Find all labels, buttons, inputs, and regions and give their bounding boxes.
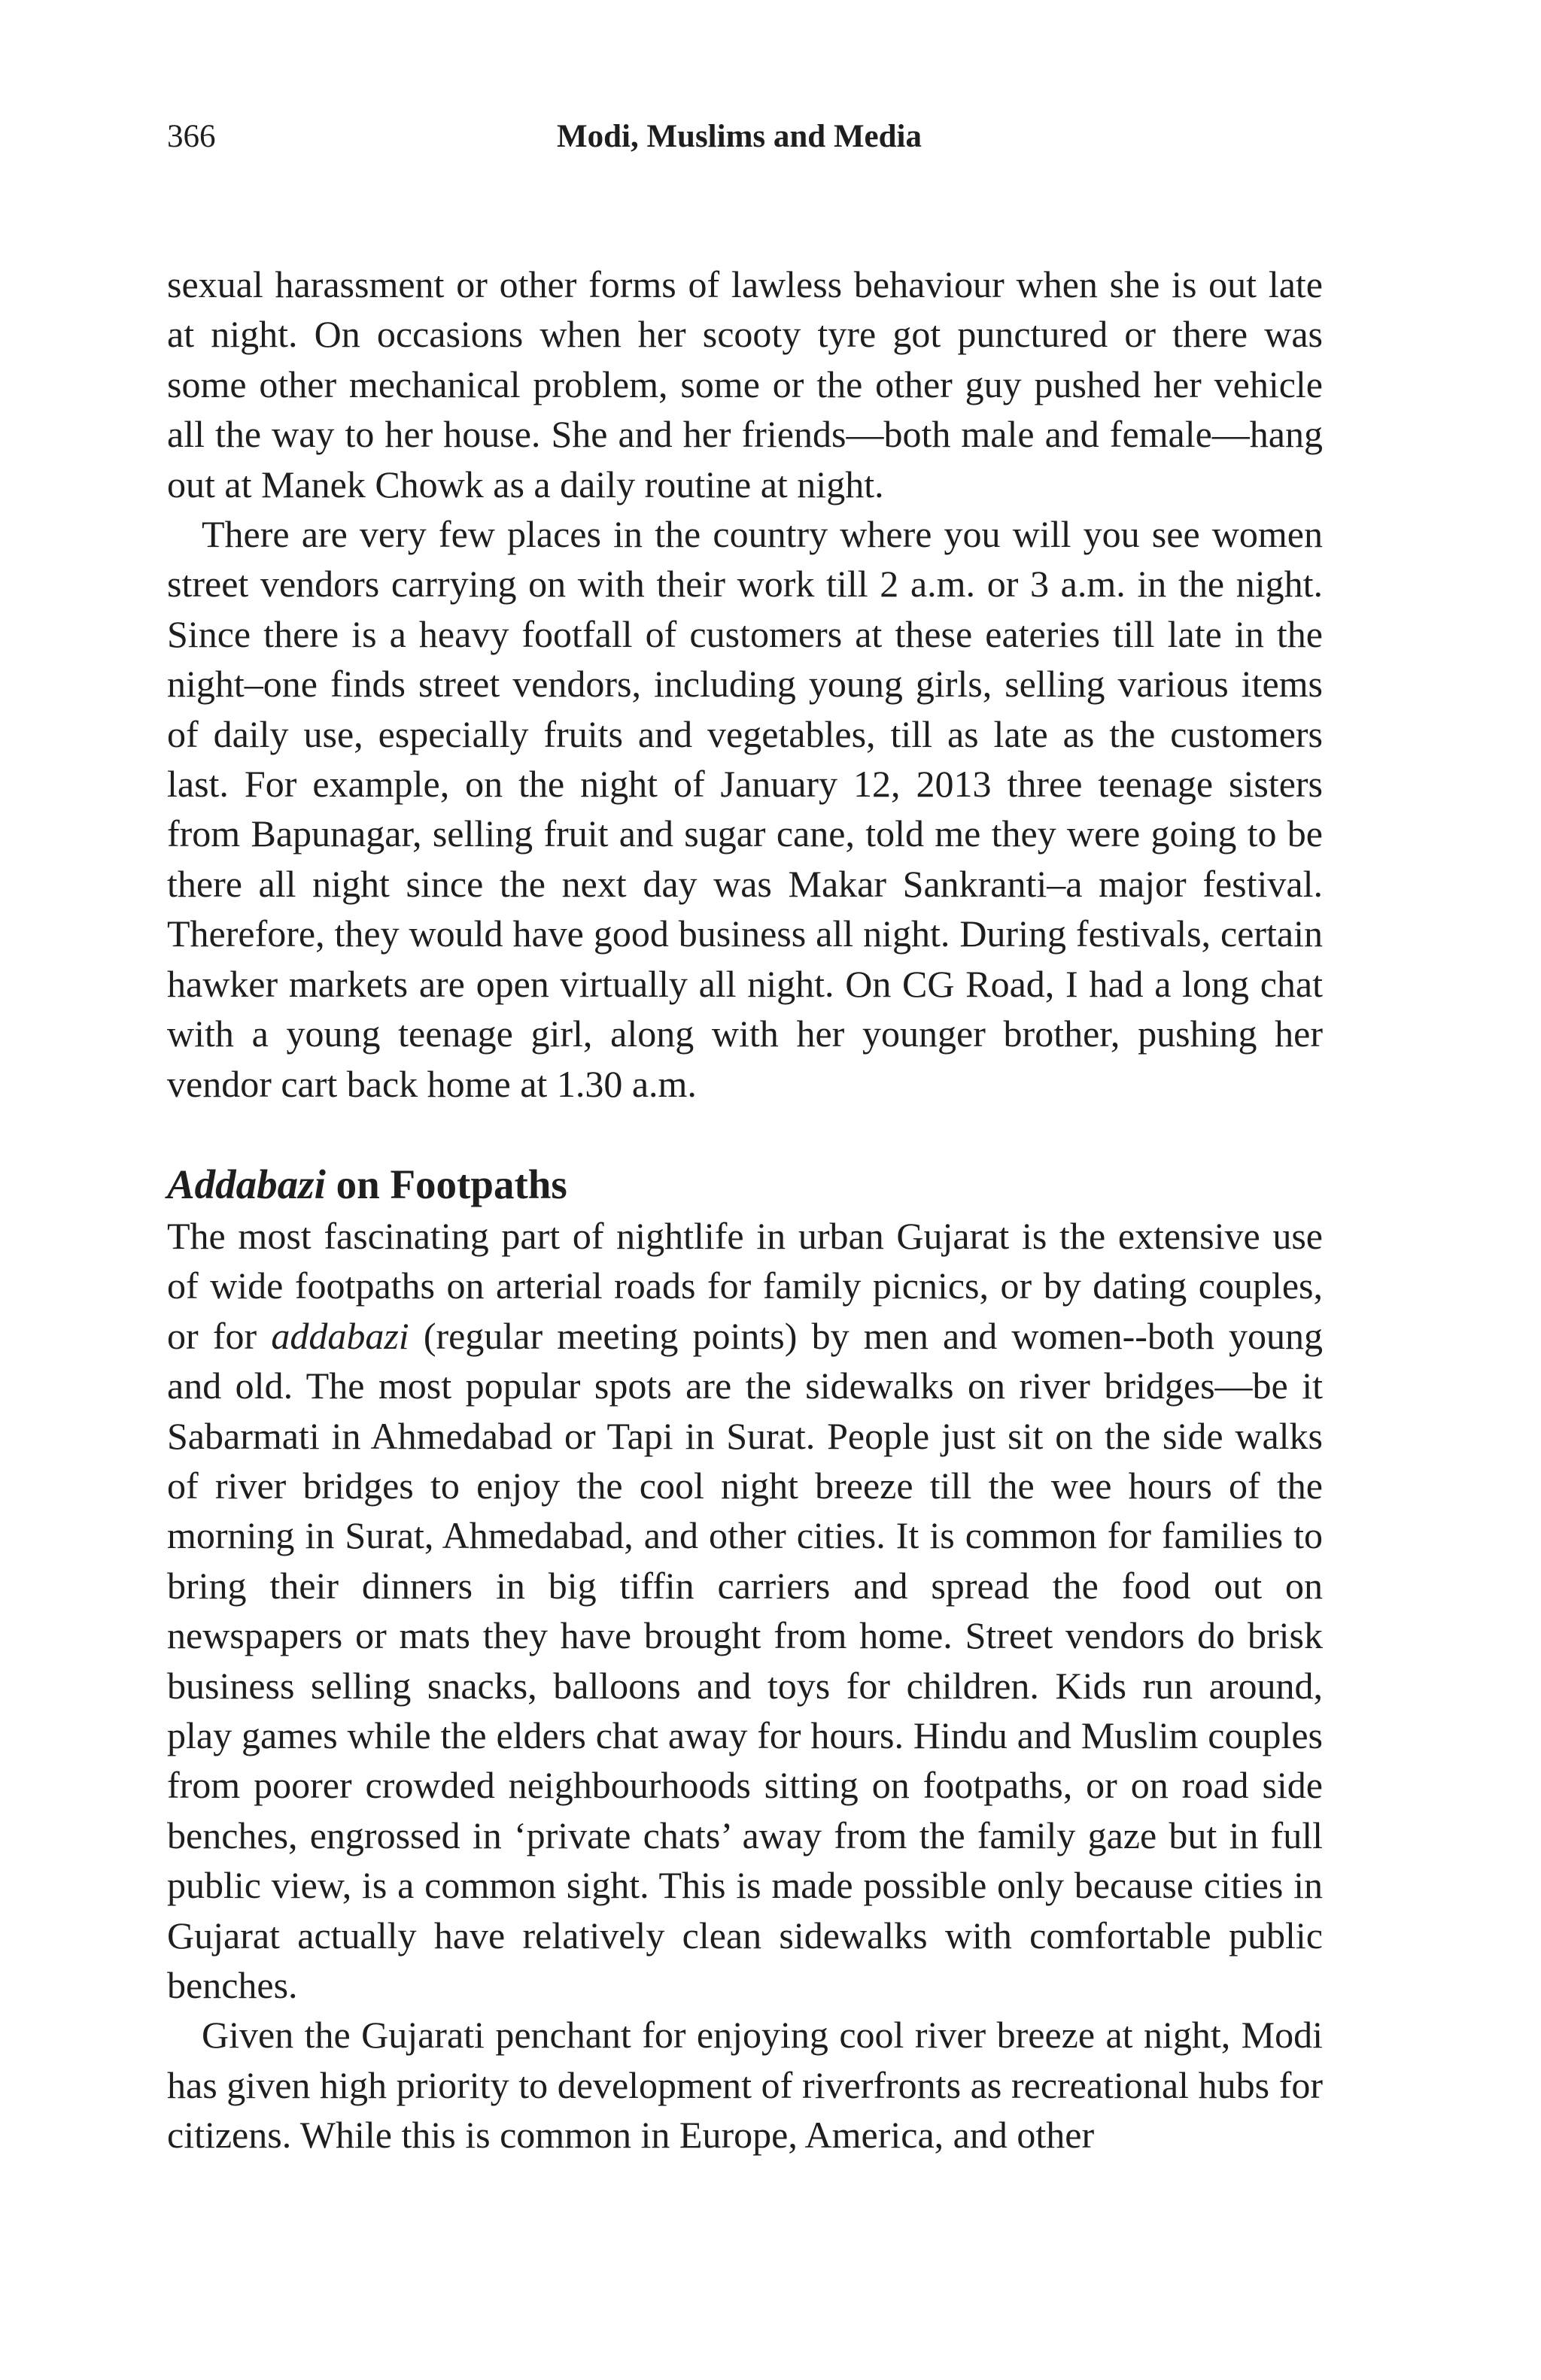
book-title: Modi, Muslims and Media	[557, 119, 922, 154]
body-text	[167, 260, 1323, 2160]
italic-term-addabazi: addabazi	[271, 1314, 409, 1357]
section-heading	[167, 1158, 1323, 1211]
page-number: 366	[167, 119, 216, 154]
paragraph-footpaths-part2: (regular meeting points) by men and women--both young and old. The most popular spots are the sidewalks on river bridges—be it Sabarmati in Ahmedabad or Tapi in Surat. People just sit on the side walks of river bridges to enjoy the cool night breeze till the wee hours of the morning in Surat, Ahmedabad, and other cities. It is common for families to bring their dinners in big tiffin carriers and spread the food out on newspapers or mats they have brought from home. Street vendors do brisk business selling snacks, balloons and toys for children. Kids run around, play games while the elders chat away for hours. Hindu and Muslim couples from poorer crowded neighbourhoods sitting on footpaths, or on road side benches, engrossed in ‘private chats’ away from the family gaze but in full public view, is a common sight. This is made possible only because cities in Gujarat actually have relatively clean sidewalks with comfortable public benches.	[167, 1314, 1324, 2006]
section-heading-rest: on Footpaths	[325, 1161, 567, 1207]
section-heading-italic: Addabazi	[167, 1161, 326, 1207]
running-head	[167, 114, 1323, 159]
paragraph-footpaths-part1: The most fascinating part of nightlife in urban Gujarat is the extensive use of wide footpaths on arterial roads for family picnics, or by dating couples, or for	[167, 1214, 1323, 1357]
paragraph-street-vendors: There are very few places in the country where you will you see women street vendors carrying on with their work till 2 a.m. or 3 a.m. in the night. Since there is a heavy footfall of customers at these eateries till late in the night–one finds street vendors, including young girls, selling various items of daily use, especially fruits and vegetables, till as late as the customers last. For example, on the night of January 12, 2013 three teenage sisters from Bapunagar, selling fruit and sugar cane, told me they were going to be there all night since the next day was Makar Sankranti–a major festival. Therefore, they would have good business all night. During festivals, certain hawker markets are open virtually all night. On CG Road, I had a long chat with a young teenage girl, along with her younger brother, pushing her vendor cart back home at 1.30 a.m.	[167, 513, 1323, 1105]
paragraph-continued: sexual harassment or other forms of lawless behaviour when she is out late at night. On occasions when her scooty tyre got punctured or there was some other mechanical problem, some or the other guy pushed her vehicle all the way to her house. She and her friends—both male and female—hang out at Manek Chowk as a daily routine at night.	[167, 263, 1323, 505]
paragraph-riverfronts: Given the Gujarati penchant for enjoying cool river breeze at night, Modi has given high priority to development of riverfronts as recreational hubs for citizens. While this is common in Europe, America, and other	[167, 2014, 1323, 2157]
paragraph-footpaths	[167, 1211, 1323, 2011]
